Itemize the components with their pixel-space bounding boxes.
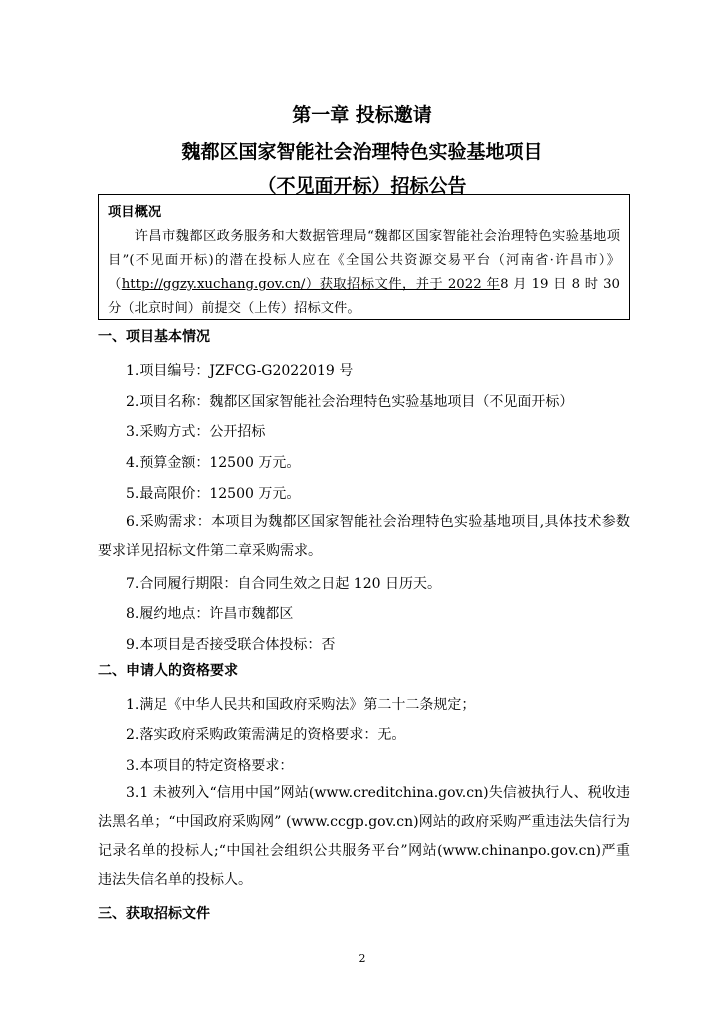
item-location: 8.履约地点：许昌市魏都区: [126, 606, 294, 622]
qual-item-3: 3.本项目的特定资格要求：: [126, 758, 294, 774]
overview-text-end: 8 月 19 日 8 时 30 分（北京时间）前提交（上传）招标文件。: [108, 277, 621, 316]
item-contract-period: 7.合同履行期限：自合同生效之日起 120 日历天。: [126, 576, 441, 592]
qual-item-2: 2.落实政府采购政策需满足的资格要求：无。: [126, 727, 406, 743]
qual-item-1: 1.满足《中华人民共和国政府采购法》第二十二条规定；: [126, 697, 476, 713]
item-consortium: 9.本项目是否接受联合体投标：否: [126, 637, 336, 653]
item-max-price: 5.最高限价：12500 万元。: [126, 486, 301, 502]
project-title: 魏都区国家智能社会治理特色实验基地项目: [181, 141, 543, 163]
item-project-number: 1.项目编号：JZFCG-G2022019 号: [126, 363, 354, 379]
section-heading-basic-info: 一、项目基本情况: [98, 329, 210, 345]
overview-body: [108, 225, 620, 321]
section-heading-qualifications: 二、申请人的资格要求: [98, 663, 238, 679]
overview-heading: 项目概况: [108, 205, 162, 220]
item-budget: 4.预算金额：12500 万元。: [126, 455, 301, 471]
page-number: 2: [358, 952, 366, 965]
qual-item-3-1: 3.1 未被列入“信用中国”网站(www.creditchina.gov.cn)失信被执行人、税收违法黑名单；“中国政府采购网” (www.ccgp.gov.cn)网站的政府采购严重违法失信行为记录名单的投标人;“中国社会组织公共服务平台”网站(www.chinanpo.gov.cn)严重违法失信名单的投标人。: [98, 785, 630, 888]
platform-link[interactable]: http://ggzy.xuchang.gov.cn/）获取招标文件，并于 2022 年: [121, 277, 501, 292]
item-project-name: 2.项目名称：魏都区国家智能社会治理特色实验基地项目（不见面开标）: [126, 394, 574, 410]
chapter-title: 第一章 投标邀请: [292, 104, 432, 126]
notice-title: （不见面开标）招标公告: [257, 175, 467, 197]
overview-box: [98, 194, 630, 320]
overview-text: 许昌市魏都区政务服务和大数据管理局“魏都区国家智能社会治理特色实验基地项目”(不见面开标)的潜在投标人应在《全国公共资源交易平台（河南省·许昌市）》（: [108, 229, 620, 292]
item-requirements: 6.采购需求：本项目为魏都区国家智能社会治理特色实验基地项目,具体技术参数要求详见招标文件第二章采购需求。: [98, 514, 630, 559]
item-procurement-method: 3.采购方式：公开招标: [126, 424, 266, 440]
section-heading-obtain-docs: 三、获取招标文件: [98, 906, 210, 922]
